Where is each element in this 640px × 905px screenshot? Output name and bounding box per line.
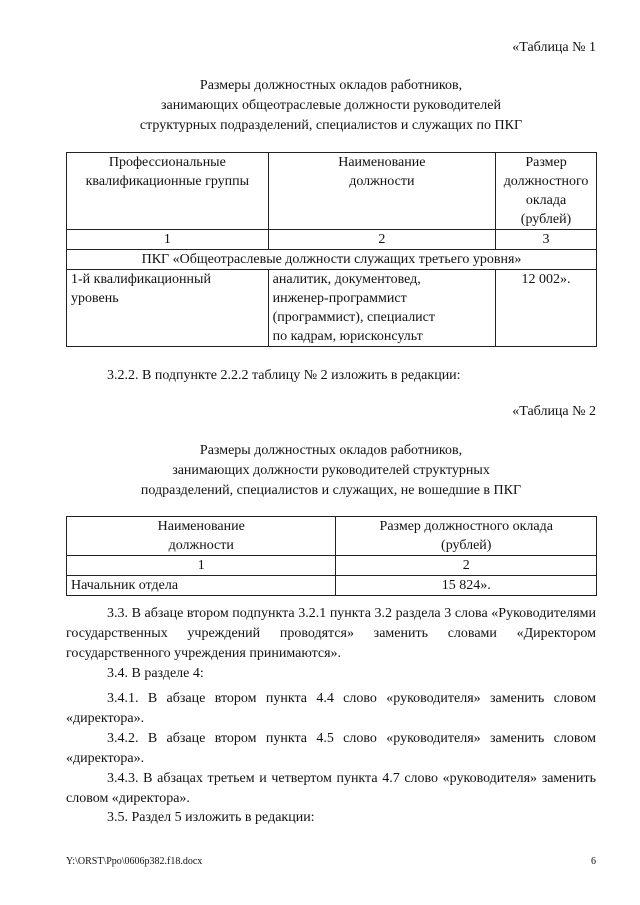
- paragraph-3-4: 3.4. В разделе 4:: [107, 666, 204, 681]
- page-number: 6: [591, 856, 596, 867]
- paragraph-3-4-1: 3.4.1. В абзаце втором пункта 4.4 слово «руководителя» заменить словом «директора».: [66, 691, 596, 726]
- table1-caption-line: Размеры должностных окладов работников,: [199, 78, 463, 93]
- table1-header-cell: Наименование должности: [268, 153, 495, 230]
- table1-header-cell: Размер должностного оклада (рублей): [496, 153, 597, 230]
- paragraph-3-5: 3.5. Раздел 5 изложить в редакции:: [107, 810, 315, 825]
- paragraph-3-4-3: 3.4.3. В абзацах третьем и четвертом пункта 4.7 слово «руководителя» заменить словом «директора».: [66, 771, 596, 806]
- table2-number-cell: 1: [67, 556, 336, 576]
- table2-position-cell: Начальник отдела: [67, 576, 336, 596]
- table1-caption-line: структурных подразделений, специалистов и служащих по ПКГ: [139, 118, 523, 133]
- table1-level-cell: 1-й квалификационный уровень: [67, 270, 269, 347]
- table2: [66, 516, 597, 596]
- table1-number-cell: 2: [268, 230, 495, 250]
- footer-file-path: Y:\ORST\Ppo\0606p382.f18.docx: [66, 856, 203, 867]
- table1-header-cell: Профессиональные квалификационные группы: [67, 153, 269, 230]
- table2-header-row: [67, 517, 597, 556]
- table2-caption-line: подразделений, специалистов и служащих, не вошедшие в ПКГ: [140, 483, 522, 498]
- table2-header-cell: Размер должностного оклада (рублей): [336, 517, 597, 556]
- table1-number-row: [67, 230, 597, 250]
- table1-caption-line: занимающих общеотраслевые должности руководителей: [161, 98, 501, 113]
- table2-number-row: [67, 556, 597, 576]
- table2-number-cell: 2: [336, 556, 597, 576]
- table1-salary-cell: 12 002».: [496, 270, 597, 347]
- paragraph-3-2-2: 3.2.2. В подпункте 2.2.2 таблицу № 2 изложить в редакции:: [107, 368, 461, 383]
- table1-group-row: [67, 250, 597, 270]
- table1-positions-cell: аналитик, документовед, инженер-программист (программист), специалист по кадрам, юрисконсульт: [268, 270, 495, 347]
- table-row: [67, 576, 597, 596]
- table2-label: «Таблица № 2: [512, 404, 596, 419]
- table2-caption-line: Размеры должностных окладов работников,: [199, 443, 463, 458]
- table1-group-cell: ПКГ «Общеотраслевые должности служащих третьего уровня»: [67, 250, 597, 270]
- table1-number-cell: 1: [67, 230, 269, 250]
- table2-caption-line: занимающих должности руководителей структурных: [172, 463, 490, 478]
- table1-label: «Таблица № 1: [512, 40, 596, 55]
- table2-salary-cell: 15 824».: [336, 576, 597, 596]
- table1-header-row: [67, 153, 597, 230]
- paragraph-3-4-2: 3.4.2. В абзаце втором пункта 4.5 слово «руководителя» заменить словом «директора».: [66, 731, 596, 766]
- table2-caption: [66, 441, 596, 501]
- table1-caption: [66, 76, 596, 136]
- paragraph-3-3: 3.3. В абзаце втором подпункта 3.2.1 пункта 3.2 раздела 3 слова «Руководителями государственных учреждений проводятся» заменить словами «Директором государственного учреждения принимаются».: [66, 606, 596, 661]
- table1-number-cell: 3: [496, 230, 597, 250]
- table-row: [67, 270, 597, 347]
- table2-header-cell: Наименование должности: [67, 517, 336, 556]
- table1: [66, 152, 597, 347]
